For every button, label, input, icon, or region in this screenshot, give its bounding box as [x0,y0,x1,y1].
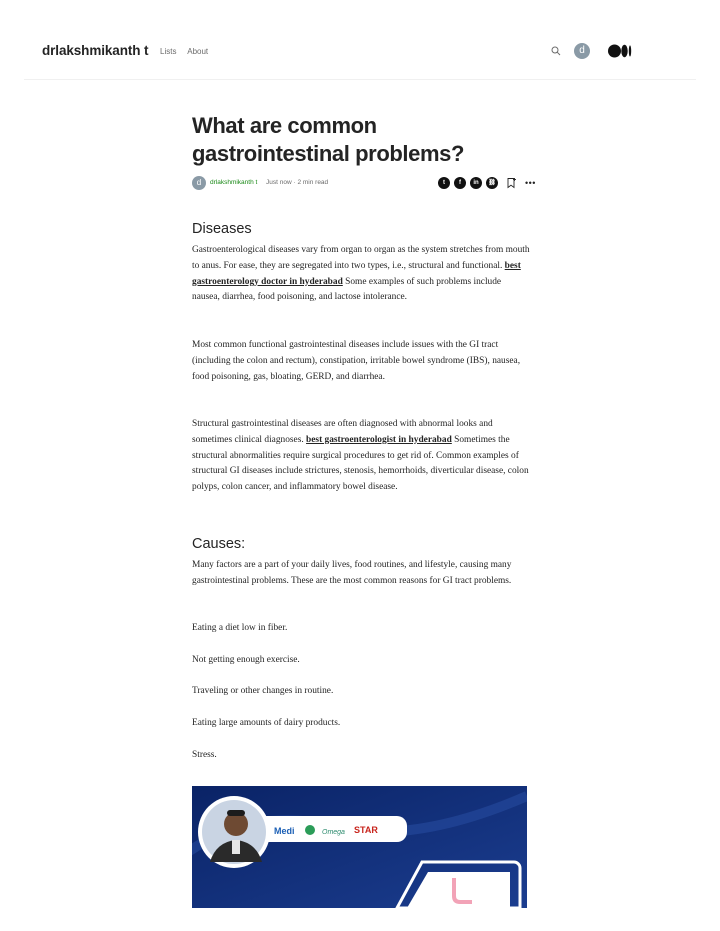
top-bar [24,0,696,80]
paragraph-text: Structural gastrointestinal diseases are often diagnosed with abnormal looks and sometimes clinical diagnoses. [192,419,493,445]
medium-logo-icon[interactable] [608,44,632,58]
cause-item: Eating a diet low in fiber. [192,623,288,633]
gastroenterologist-link[interactable]: best gastroenterologist in hyderabad [306,434,452,445]
bookmark-icon[interactable] [505,177,517,189]
paragraph-text: Some examples of such problems include nausea, diarrhea, food poisoning, and lactose intolerance. [192,276,502,303]
share-bar [438,176,536,190]
more-options-icon[interactable]: ••• [525,178,536,188]
publish-info [266,179,328,186]
nav-lists-link[interactable]: Lists [160,47,177,56]
search-icon[interactable] [551,46,561,56]
read-time: 2 min read [297,179,329,186]
paragraph-structural-diseases [192,417,530,496]
author-avatar[interactable]: d [192,176,206,190]
paragraph-text: Sometimes the structural abnormalities require surgical procedures to get rid of. Common examples of structural GI diseases include strictures, stenosis, hemorrhoids, diverticular disease, colon polyps, colon cancer, and inflammatory bowel disease. [192,434,529,493]
cause-item: Stress. [192,750,217,760]
gastroenterology-doctor-link[interactable]: best gastroenterology doctor in hyderabad [192,260,521,287]
publication-name[interactable]: drlakshmikanth t [42,43,149,58]
cause-item: Eating large amounts of dairy products. [192,718,341,728]
article-meta [192,176,536,192]
omega-logo: Omega [322,829,345,836]
paragraph-text: Gastroenterological diseases vary from organ to organ as the system stretches from mouth to anus. For ease, they are segregated into two types, i.e., structural and functional. [192,245,530,271]
section-heading-causes: Causes: [192,536,246,552]
section-heading-diseases: Diseases [192,221,252,237]
published-time: Just now [266,179,292,186]
medi-logo: Medi [274,826,295,836]
cause-item: Not getting enough exercise. [192,655,300,665]
star-logo: STAR [354,825,378,835]
paragraph-functional-diseases: Most common functional gastrointestinal diseases include issues with the GI tract (including the colon and rectum), constipation, irritable bowel syndrome (IBS), nausea, food poisoning, gas, bloating, GERD, and diarrhea. [192,340,521,382]
nav-about-link[interactable]: About [187,47,209,56]
link-icon[interactable]: ⛓ [486,177,498,189]
paragraph-causes-intro: Many factors are a part of your daily lives, food routines, and lifestyle, causing many gastrointestinal problems. These are the most common reasons for GI tract problems. [192,560,512,586]
paragraph-diseases-intro [192,243,530,306]
article-hero-image [192,786,527,908]
linkedin-icon[interactable]: in [470,177,482,189]
cause-item: Traveling or other changes in routine. [192,686,334,696]
author-name[interactable]: drlakshmikanth t [210,179,258,186]
twitter-icon[interactable]: t [438,177,450,189]
facebook-icon[interactable]: f [454,177,466,189]
article-title: What are common gastrointestinal problems? [192,113,464,166]
top-nav [160,47,217,56]
user-avatar[interactable]: d [574,43,590,59]
hero-illustration [192,786,527,908]
meta-separator: · [293,179,298,186]
